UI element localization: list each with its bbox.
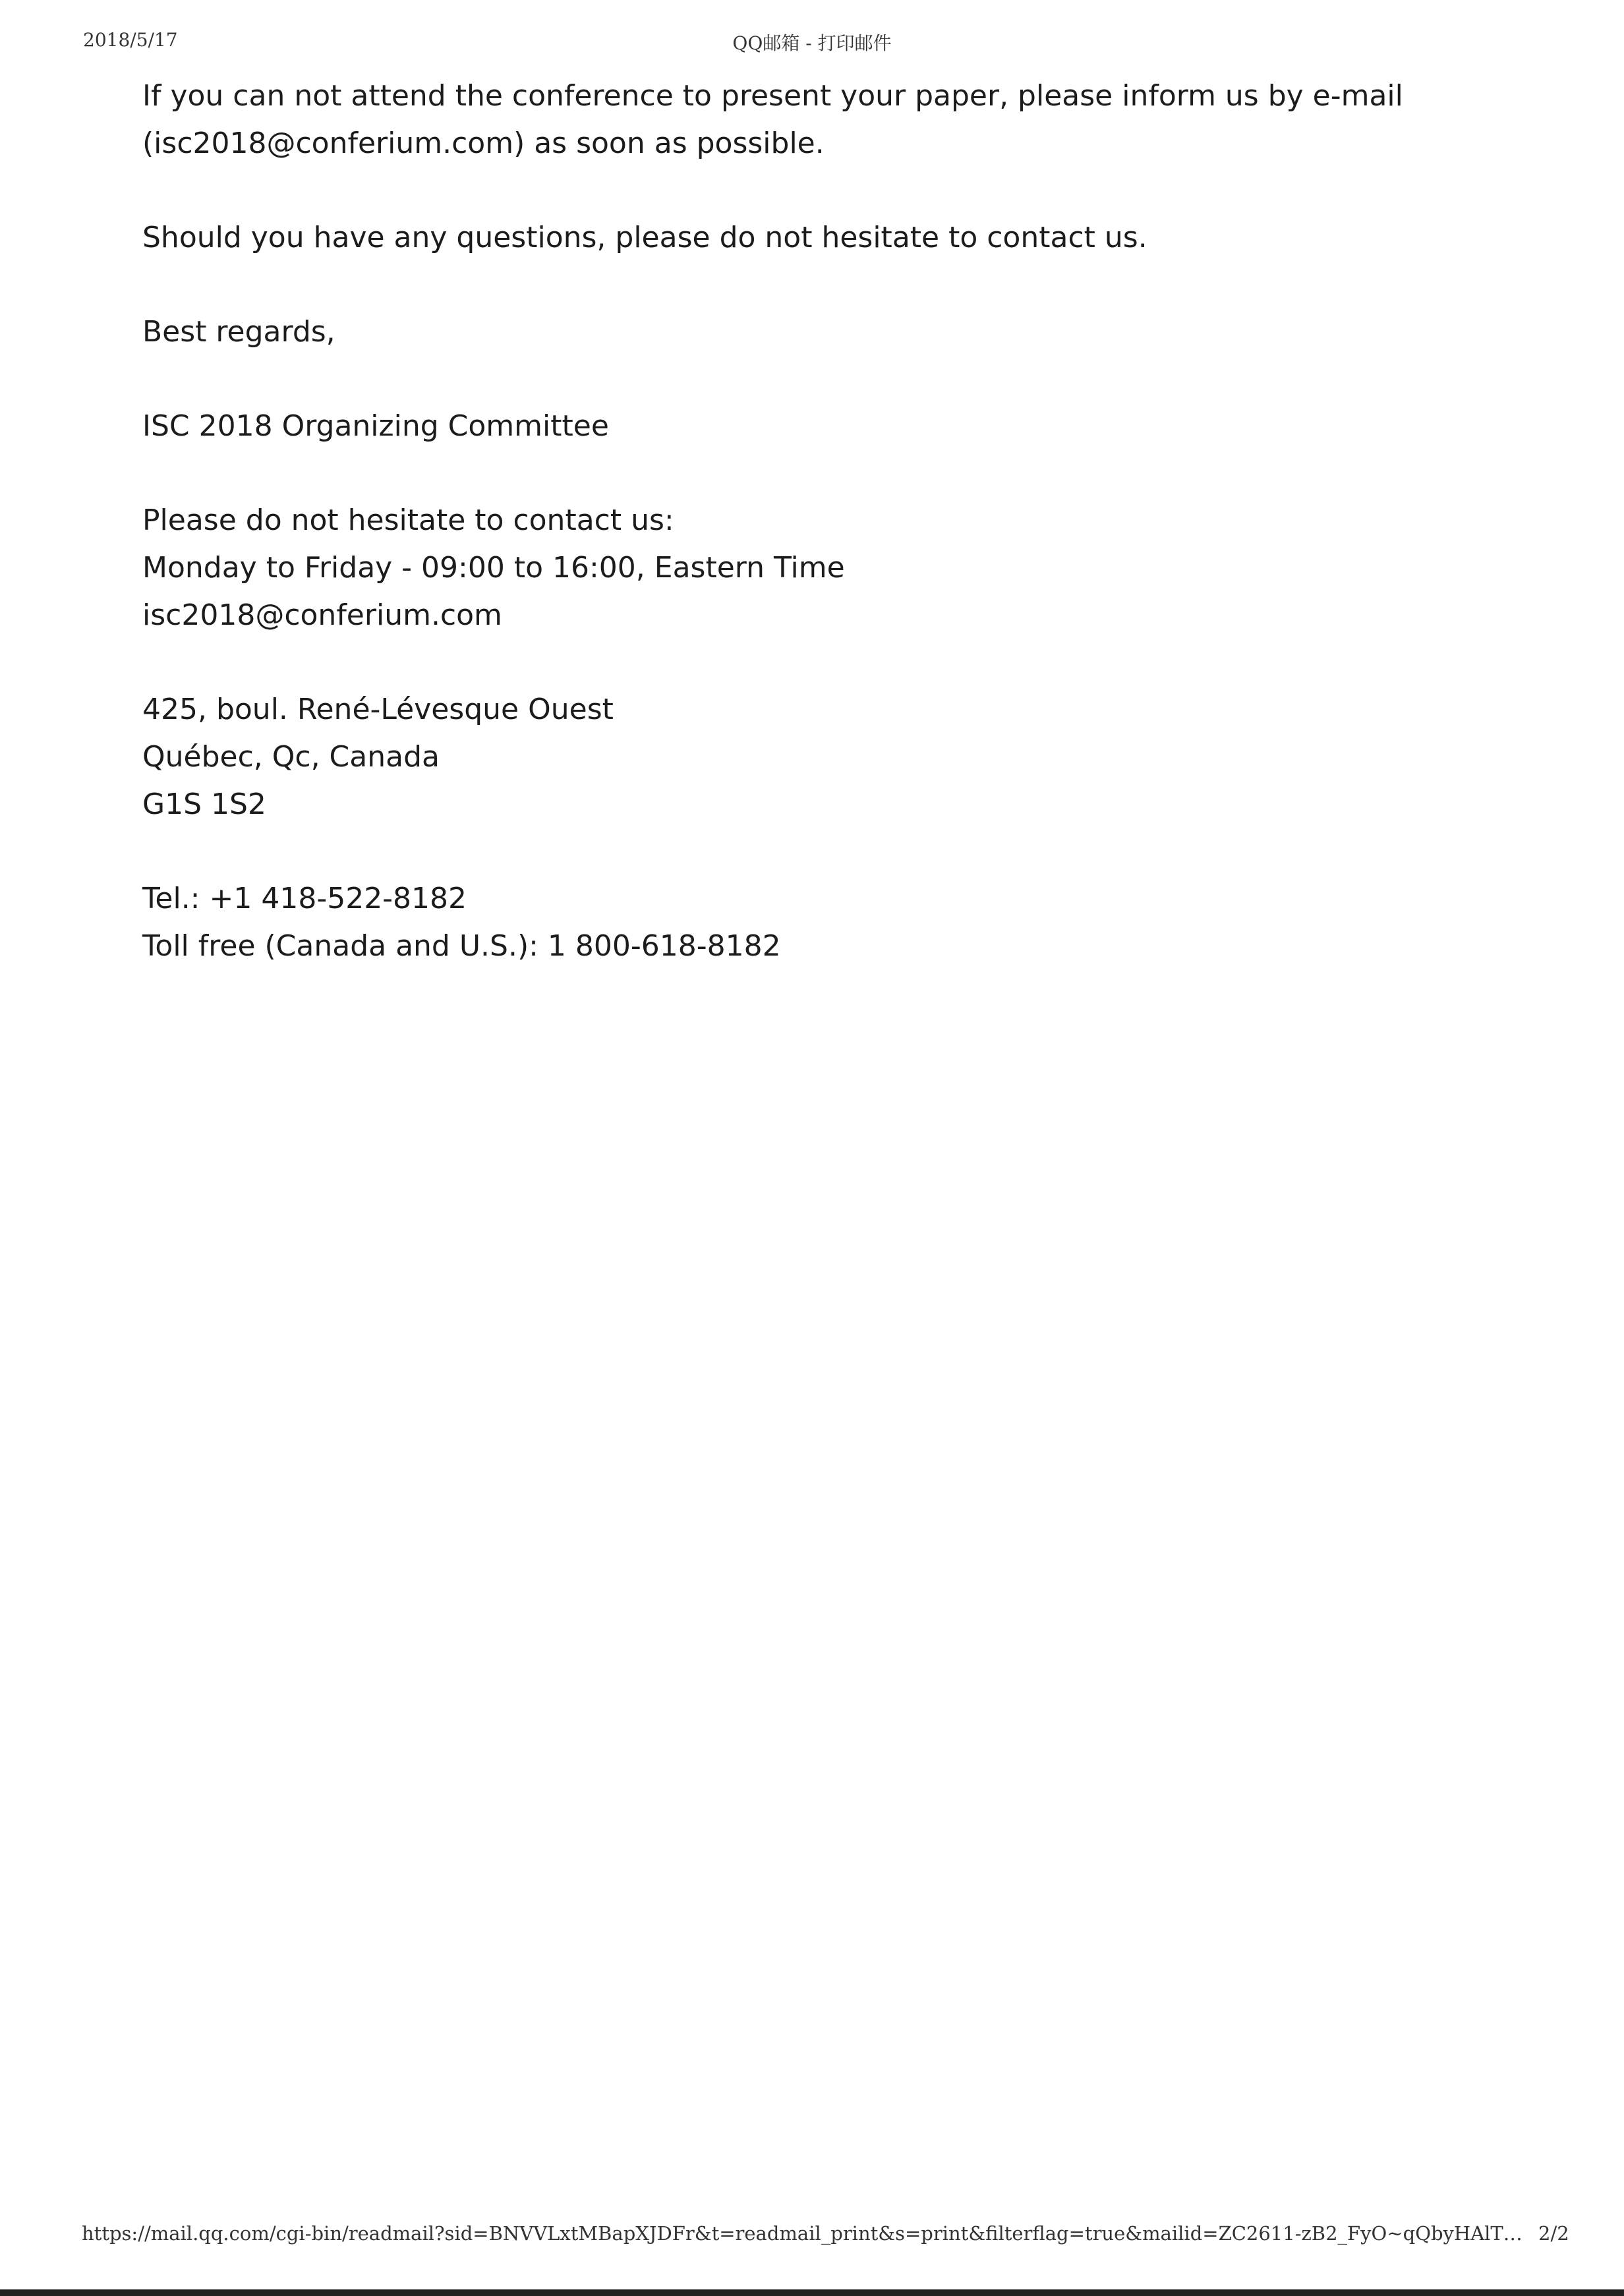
- scan-edge-border: [0, 2289, 1624, 2296]
- paragraph-attendance-notice: [142, 72, 1526, 167]
- page-number: 2/2: [1538, 2222, 1569, 2245]
- phone-tel: Tel.: +1 418-522-8182: [142, 882, 467, 915]
- footer-url: https://mail.qq.com/cgi-bin/readmail?sid=BNVVLxtMBapXJDFr&t=readmail_print&s=print&filterflag=true&mailid=ZC2611-zB2_FyO~qQbyHAlT…: [82, 2222, 1522, 2245]
- contact-line: Please do not hesitate to contact us:: [142, 503, 674, 537]
- print-header: [0, 29, 1624, 62]
- address-city: Québec, Qc, Canada: [142, 740, 440, 774]
- body-line: (isc2018@conferium.com) as soon as possible.: [142, 127, 825, 160]
- paragraph-closing: [142, 308, 1526, 356]
- paragraph-questions: [142, 214, 1526, 262]
- body-line: Should you have any questions, please do not hesitate to contact us.: [142, 221, 1147, 254]
- paragraph-address: [142, 686, 1526, 828]
- address-postal-code: G1S 1S2: [142, 788, 266, 821]
- print-footer: [0, 2222, 1624, 2255]
- print-date: 2018/5/17: [83, 29, 178, 51]
- signature-line: ISC 2018 Organizing Committee: [142, 409, 609, 443]
- closing-line: Best regards,: [142, 315, 335, 349]
- paragraph-signature: [142, 403, 1526, 450]
- address-street: 425, boul. René-Lévesque Ouest: [142, 693, 614, 726]
- contact-email: isc2018@conferium.com: [142, 598, 502, 632]
- phone-toll-free: Toll free (Canada and U.S.): 1 800-618-8182: [142, 929, 781, 963]
- paragraph-contact-hours: [142, 497, 1526, 639]
- print-title: QQ邮箱 - 打印邮件: [732, 32, 892, 54]
- paragraph-phone: [142, 875, 1526, 970]
- contact-hours: Monday to Friday - 09:00 to 16:00, Eastern Time: [142, 551, 845, 585]
- body-line: If you can not attend the conference to present your paper, please inform us by e-mail: [142, 79, 1403, 113]
- email-body: [142, 72, 1526, 970]
